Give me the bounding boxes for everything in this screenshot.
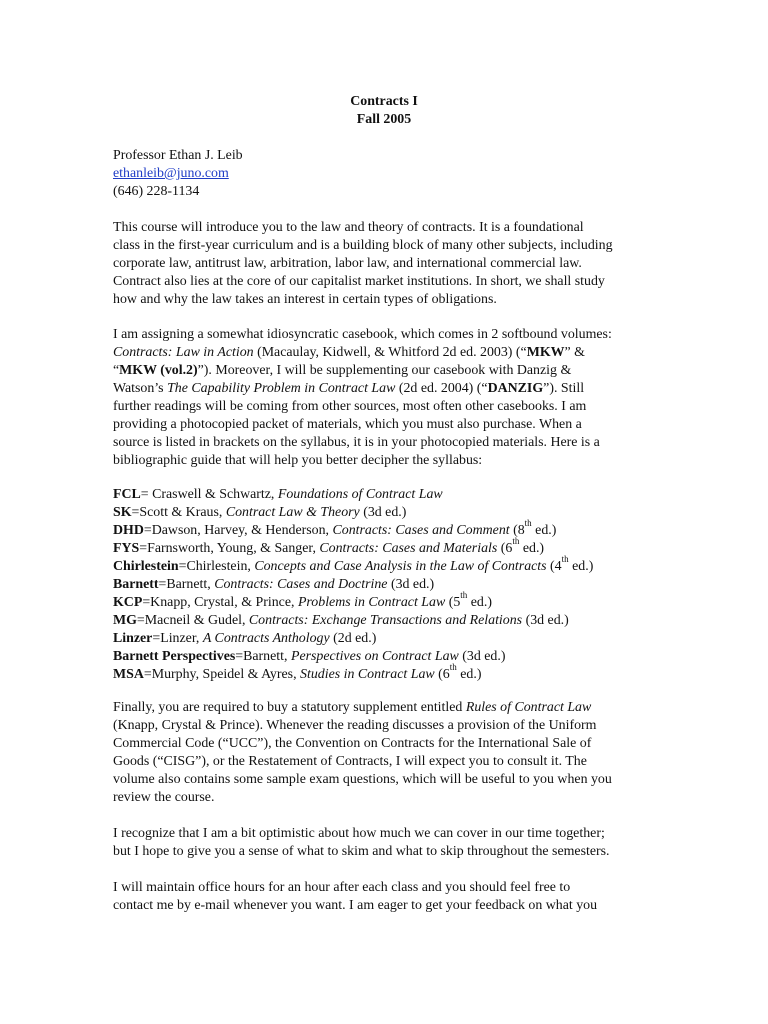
paragraph-line: (Knapp, Crystal & Prince). Whenever the reading discusses a provision of the Uniform bbox=[113, 718, 597, 733]
paragraph-line: “MKW (vol.2)”). Moreover, I will be supplementing our casebook with Danzig & bbox=[113, 363, 572, 378]
document-header bbox=[0, 93, 768, 129]
casebook-paragraph bbox=[113, 326, 673, 470]
paragraph-line: contact me by e-mail whenever you want. I am eager to get your feedback on what you bbox=[113, 898, 598, 913]
biblio-item: KCP=Knapp, Crystal, & Prince, Problems in Contract Law (5th ed.) bbox=[113, 590, 492, 610]
paragraph-line: Contracts: Law in Action (Macaulay, Kidwell, & Whitford 2d ed. 2003) (“MKW” & bbox=[113, 345, 585, 360]
paragraph-line: providing a photocopied packet of materials, which you must also purchase. When a bbox=[113, 417, 582, 432]
paragraph-line: but I hope to give you a sense of what to skim and what to skip throughout the semesters. bbox=[113, 844, 610, 859]
paragraph-line: review the course. bbox=[113, 790, 215, 805]
paragraph-line: I will maintain office hours for an hour after each class and you should feel free to bbox=[113, 880, 571, 895]
biblio-item: SK=Scott & Kraus, Contract Law & Theory (3d ed.) bbox=[113, 505, 407, 520]
paragraph-line: bibliographic guide that will help you better decipher the syllabus: bbox=[113, 453, 483, 468]
supplement-paragraph bbox=[113, 699, 673, 807]
paragraph-line: This course will introduce you to the law and theory of contracts. It is a foundational bbox=[113, 220, 584, 235]
paragraph-line: corporate law, antitrust law, arbitration, labor law, and international commercial law. bbox=[113, 256, 582, 271]
biblio-item: DHD=Dawson, Harvey, & Henderson, Contracts: Cases and Comment (8th ed.) bbox=[113, 518, 557, 538]
bibliography-list bbox=[113, 486, 673, 684]
intro-paragraph bbox=[113, 219, 673, 309]
phone-number: (646) 228-1134 bbox=[113, 184, 200, 199]
office-hours-paragraph bbox=[113, 879, 673, 915]
paragraph-line: volume also contains some sample exam questions, which will be useful to you when you bbox=[113, 772, 612, 787]
paragraph-line: Watson’s The Capability Problem in Contract Law (2d ed. 2004) (“DANZIG”). Still bbox=[113, 381, 585, 396]
paragraph-line: I am assigning a somewhat idiosyncratic casebook, which comes in 2 softbound volumes: bbox=[113, 327, 612, 342]
biblio-item: Barnett Perspectives=Barnett, Perspectives on Contract Law (3d ed.) bbox=[113, 649, 506, 664]
biblio-item: FYS=Farnsworth, Young, & Sanger, Contracts: Cases and Materials (6th ed.) bbox=[113, 536, 545, 556]
paragraph-line: how and why the law takes an interest in certain types of obligations. bbox=[113, 292, 497, 307]
biblio-item: Linzer=Linzer, A Contracts Anthology (2d ed.) bbox=[113, 631, 377, 646]
paragraph-line: Finally, you are required to buy a statutory supplement entitled Rules of Contract Law bbox=[113, 700, 592, 715]
paragraph-line: Goods (“CISG”), or the Restatement of Contracts, I will expect you to consult it. The bbox=[113, 754, 587, 769]
course-title: Contracts I bbox=[350, 94, 418, 109]
professor-name: Professor Ethan J. Leib bbox=[113, 148, 243, 163]
biblio-item: MSA=Murphy, Speidel & Ayres, Studies in Contract Law (6th ed.) bbox=[113, 662, 482, 682]
contact-block bbox=[113, 147, 673, 201]
biblio-item: Barnett=Barnett, Contracts: Cases and Doctrine (3d ed.) bbox=[113, 577, 435, 592]
course-term: Fall 2005 bbox=[356, 112, 412, 127]
paragraph-line: class in the first-year curriculum and is a building block of many other subjects, including bbox=[113, 238, 613, 253]
biblio-item: Chirlestein=Chirlestein, Concepts and Case Analysis in the Law of Contracts (4th ed.) bbox=[113, 554, 594, 574]
paragraph-line: source is listed in brackets on the syllabus, it is in your photocopied materials. Here is a bbox=[113, 435, 600, 450]
biblio-item: FCL= Craswell & Schwartz, Foundations of Contract Law bbox=[113, 487, 443, 502]
paragraph-line: I recognize that I am a bit optimistic about how much we can cover in our time together; bbox=[113, 826, 605, 841]
paragraph-line: Commercial Code (“UCC”), the Convention on Contracts for the International Sale of bbox=[113, 736, 592, 751]
email-link[interactable]: ethanleib@juno.com bbox=[113, 166, 229, 181]
paragraph-line: further readings will be coming from other sources, most often other casebooks. I am bbox=[113, 399, 587, 414]
optimism-paragraph bbox=[113, 825, 673, 861]
biblio-item: MG=Macneil & Gudel, Contracts: Exchange Transactions and Relations (3d ed.) bbox=[113, 613, 569, 628]
paragraph-line: Contract also lies at the core of our capitalist market institutions. In short, we shall study bbox=[113, 274, 605, 289]
